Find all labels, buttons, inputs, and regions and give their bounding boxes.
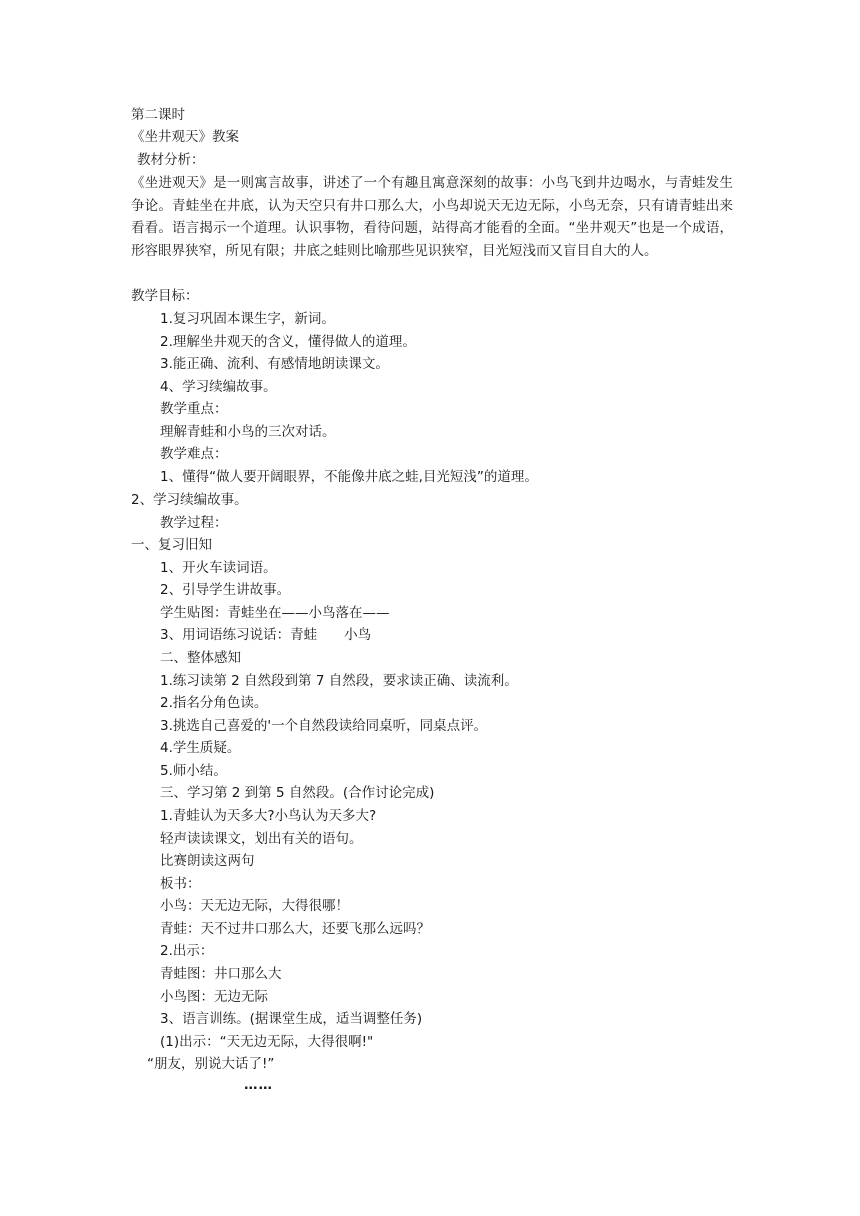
step-3-1: 1.青蛙认为天多大?小鸟认为天多大? [160, 808, 377, 824]
step-3-3: 3、语言训练。(据课堂生成，适当调整任务) [160, 1011, 423, 1027]
heading-key-point: 教学重点： [160, 401, 228, 417]
heading-difficulty: 教学难点： [160, 446, 228, 462]
lesson-title: 《坐井观天》教案 [131, 129, 239, 145]
heading-analysis: 教材分析： [137, 152, 205, 168]
step-1-3: 3、用词语练习说话：青蛙 小鸟 [160, 627, 372, 643]
goal-3: 3.能正确、流利、有感情地朗读课文。 [160, 356, 389, 372]
goal-2: 2.理解坐井观天的含义，懂得做人的道理。 [160, 334, 416, 350]
step-2-2: 2.指名分角色读。 [160, 695, 268, 711]
step-3-2-bird: 小鸟图：无边无际 [160, 989, 268, 1005]
section-3-heading: 三、学习第 2 到第 5 自然段。(合作讨论完成) [160, 785, 435, 801]
ellipsis: …… [244, 1077, 273, 1093]
step-3-2-frog: 青蛙图：井口那么大 [160, 966, 282, 982]
board-frog: 青蛙：天不过井口那么大，还要飞那么远吗？ [160, 921, 430, 937]
goal-1: 1.复习巩固本课生字，新词。 [160, 311, 335, 327]
step-3-3-quote: “朋友，别说大话了!” [147, 1056, 275, 1072]
section-1-heading: 一、复习旧知 [131, 537, 212, 553]
step-2-5: 5.师小结。 [160, 763, 227, 779]
heading-process: 教学过程： [160, 515, 228, 531]
board-bird: 小鸟：天无边无际，大得很哪！ [160, 898, 349, 914]
step-3-2: 2.出示： [160, 943, 214, 959]
heading-goals: 教学目标： [131, 288, 199, 304]
difficulty-1: 1、懂得“做人要开阔眼界，不能像井底之蛙,目光短浅”的道理。 [160, 469, 538, 485]
step-3-1-a: 轻声读读课文，划出有关的语句。 [160, 831, 363, 847]
step-1-1: 1、开火车读词语。 [160, 560, 277, 576]
lesson-period: 第二课时 [131, 107, 185, 123]
step-3-3-1: (1)出示：“天无边无际，大得很啊!" [160, 1034, 374, 1050]
step-1-2: 2、引导学生讲故事。 [160, 582, 291, 598]
step-1-2-note: 学生贴图：青蛙坐在——小鸟落在—— [160, 605, 390, 621]
step-3-1-b: 比赛朗读这两句 [160, 853, 255, 869]
intro-paragraph: 《坐进观天》是一则寓言故事，讲述了一个有趣且寓意深刻的故事：小鸟飞到井边喝水，与青蛙发生争论。青蛙坐在井底，认为天空只有井口那么大，小鸟却说天无边无际，小鸟无奈，只有请青蛙出来看看。语言揭示一个道理。认识事物，看待问题，站得高才能看的全面。“坐井观天”也是一个成语，形容眼界狭窄，所见有限；井底之蛙则比喻那些见识狭窄，目光短浅而又盲目自大的人。 [131, 175, 733, 259]
step-2-1: 1.练习读第 2 自然段到第 7 自然段，要求读正确、读流利。 [160, 673, 518, 689]
section-2-heading: 二、整体感知 [160, 650, 241, 666]
step-2-3: 3.挑选自己喜爱的'一个自然段读给同桌听，同桌点评。 [160, 718, 488, 734]
key-point: 理解青蛙和小鸟的三次对话。 [160, 424, 336, 440]
difficulty-2: 2、学习续编故事。 [131, 492, 248, 508]
goal-4: 4、学习续编故事。 [160, 379, 277, 395]
board-label: 板书： [160, 876, 201, 892]
step-2-4: 4.学生质疑。 [160, 740, 241, 756]
